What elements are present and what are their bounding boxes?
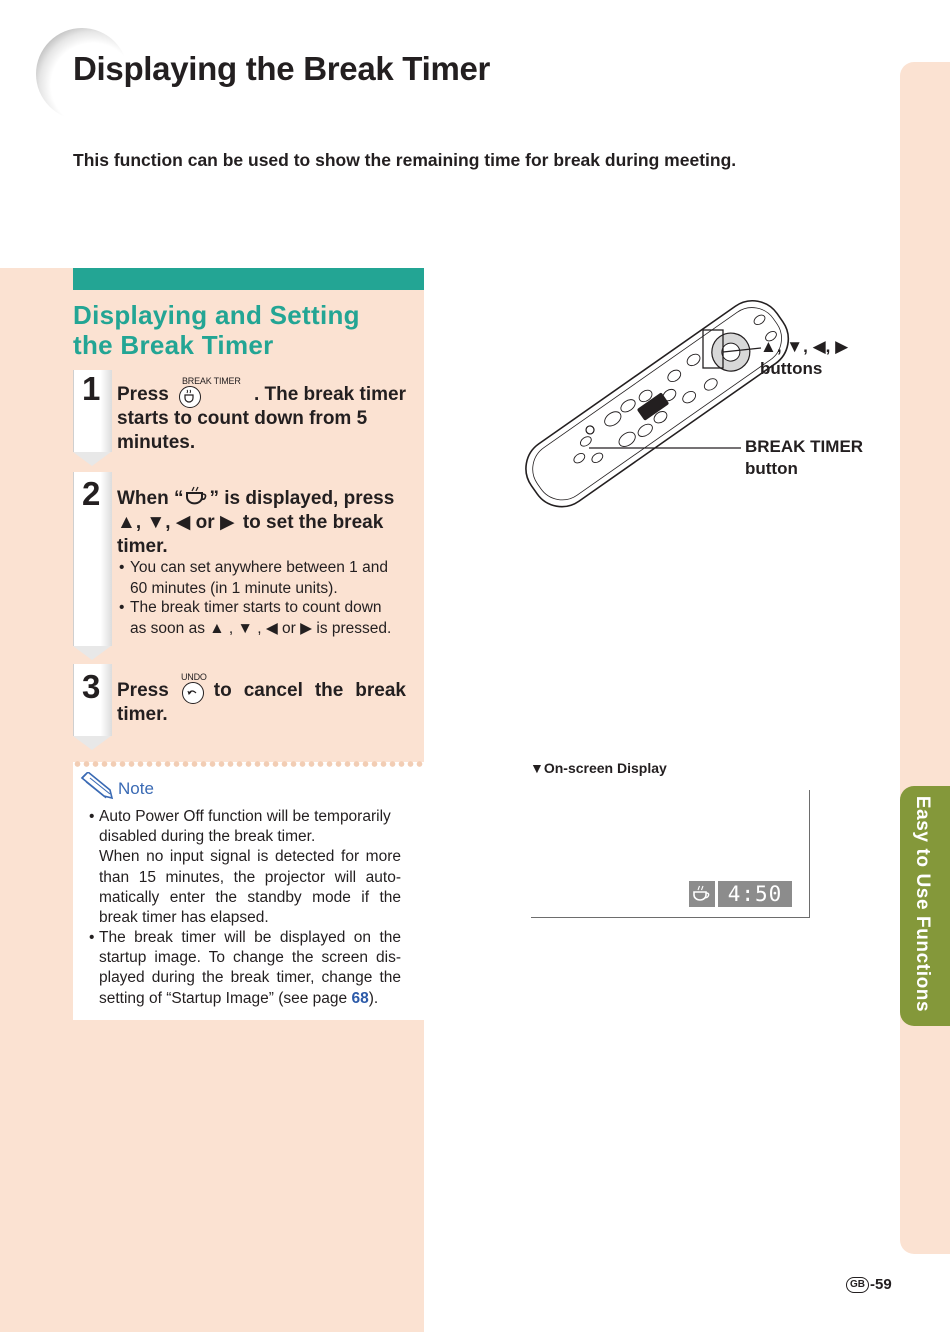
up-arrow-icon: ▲ — [760, 337, 777, 356]
up-arrow-icon: ▲ — [117, 512, 136, 533]
down-arrow-icon: ▼ — [237, 619, 253, 637]
step-2-number: 2 — [82, 475, 101, 512]
note-dotted-border — [73, 760, 424, 768]
side-index-strip — [900, 62, 950, 1254]
break-timer-button-callout: BREAK TIMER button — [745, 437, 864, 478]
gb-badge: GB — [846, 1277, 869, 1293]
arrow-buttons-callout: ▲, ▼, ◀, ▶ buttons — [760, 337, 849, 378]
note-bullet-1: • Auto Power Off function will be temporarily disabled during the break timer. When no input signal is detected for more than 15 minutes, the projector will auto-matically enter the standby mode if the break timer has elapsed. — [89, 808, 401, 927]
intro-text: This function can be used to show the remaining time for break during meeting. — [73, 150, 737, 170]
down-triangle-icon: ▼ — [530, 760, 544, 776]
page-title: Displaying the Break Timer — [73, 50, 491, 87]
undo-button-label: UNDO — [181, 672, 207, 682]
left-arrow-icon: ◀ — [265, 619, 278, 637]
step-2-line1: When “ ” is displayed, press — [117, 488, 395, 509]
chapter-tab-label: Easy to Use Functions — [912, 795, 933, 1013]
right-arrow-icon: ▶ — [300, 619, 313, 637]
step-1-number: 1 — [82, 370, 101, 407]
page-68-link[interactable]: 68 — [351, 989, 369, 1007]
step-1-text — [117, 383, 406, 455]
osd-timer-value: 4:50 — [718, 881, 792, 907]
section-title-line2: the Break Timer — [73, 330, 274, 360]
step-3-number: 3 — [82, 668, 101, 705]
break-timer-button-icon — [179, 386, 201, 408]
section-title-line1: Displaying and Setting — [73, 300, 360, 330]
osd-label: ▼On-screen Display — [530, 760, 667, 776]
step-2-bullet-2: • The break timer starts to count down as soon as ▲ , ▼ , ◀ or ▶ is pressed. — [119, 599, 392, 637]
right-arrow-icon: ▶ — [835, 337, 849, 356]
down-arrow-icon: ▼ — [786, 337, 804, 356]
step-1-text-rest: starts to count down from 5 minutes. — [117, 408, 368, 453]
step-2-line2: ▲, ▼, ◀ or ▶ to set the break — [117, 512, 384, 533]
step-3-text: Press to cancel the break timer. — [117, 680, 406, 725]
pencil-note-icon — [80, 772, 118, 802]
remote-control-illustration — [515, 292, 865, 522]
page-number: GB -59 — [846, 1276, 892, 1293]
up-arrow-icon: ▲ — [209, 619, 225, 637]
step-1-press: Press — [117, 384, 169, 405]
section-title — [73, 300, 413, 360]
step-1-text-first-line: . The break timer — [253, 384, 406, 405]
down-arrow-icon: ▼ — [146, 512, 166, 533]
break-timer-button-label: BREAK TIMER — [182, 376, 241, 386]
note-title: Note — [118, 779, 154, 798]
step-2-bullet-1: • You can set anywhere between 1 and 60 minutes (in 1 minute units). — [119, 559, 388, 597]
right-arrow-icon: ▶ — [219, 512, 235, 533]
section-accent-bar — [73, 268, 424, 290]
osd-coffee-icon — [689, 881, 715, 907]
step-2-text — [117, 486, 406, 559]
note-bullet-2: • The break timer will be displayed on the startup image. To change the screen dis-played during the break timer, change the setting of “Startup Image” (see page 68). — [89, 929, 401, 1007]
step-2-line3: timer. — [117, 536, 168, 557]
left-arrow-icon: ◀ — [175, 512, 191, 533]
left-arrow-icon: ◀ — [812, 337, 826, 356]
coffee-cup-icon — [184, 486, 210, 506]
undo-button-icon — [182, 682, 204, 704]
